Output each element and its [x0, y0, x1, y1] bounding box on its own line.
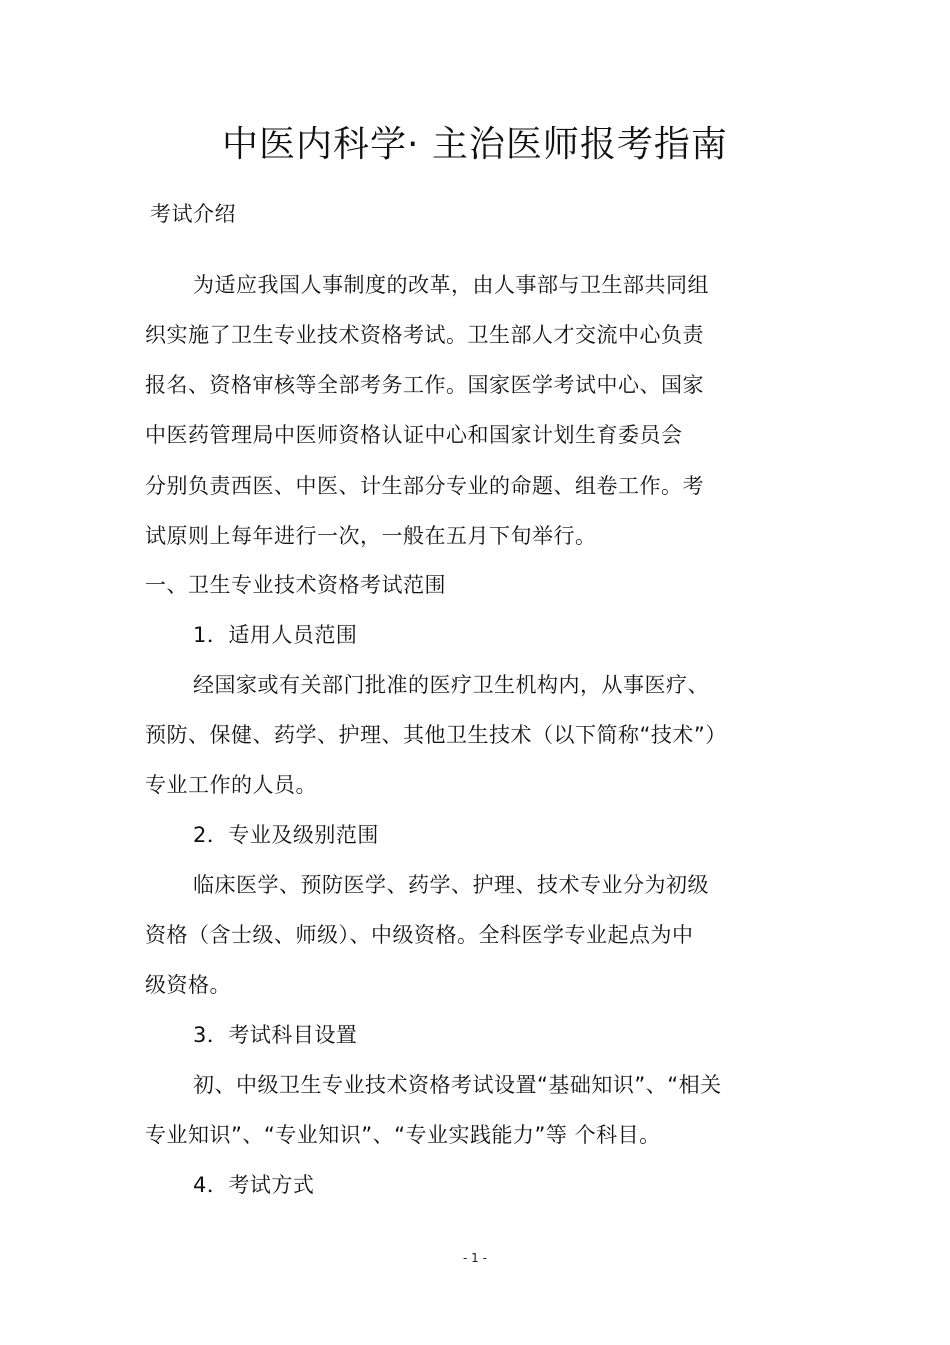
heading-1: 一、卫生专业技术资格考试范围	[145, 573, 446, 597]
page-number: - 1 -	[463, 1251, 487, 1265]
paragraph-3-line-1: 临床医学、预防医学、药学、护理、技术专业分为初级	[193, 873, 709, 897]
paragraph-1-line-6: 试原则上每年进行一次，一般在五月下旬举行。	[145, 524, 597, 548]
subsection-3-heading: 3．考试科目设置	[193, 1023, 358, 1047]
section-intro-heading: 考试介绍	[150, 202, 236, 226]
paragraph-2-line-3: 专业工作的人员。	[145, 773, 317, 797]
paragraph-1-line-3: 报名、资格审核等全部考务工作。国家医学考试中心、国家	[145, 373, 704, 397]
subsection-1-heading: 1．适用人员范围	[193, 623, 358, 647]
document-title: 中医内科学· 主治医师报考指南	[222, 124, 728, 165]
paragraph-2-line-1: 经国家或有关部门批准的医疗卫生机构内，从事医疗、	[193, 673, 709, 697]
paragraph-2-line-2: 预防、保健、药学、护理、其他卫生技术（以下简称“技术”）	[145, 723, 727, 747]
paragraph-3-line-2: 资格（含士级、师级）、中级资格。全科医学专业起点为中	[145, 923, 694, 947]
subsection-2-heading: 2．专业及级别范围	[193, 823, 379, 847]
paragraph-1-line-1: 为适应我国人事制度的改革，由人事部与卫生部共同组	[193, 273, 709, 297]
paragraph-1-line-2: 织实施了卫生专业技术资格考试。卫生部人才交流中心负责	[145, 323, 704, 347]
paragraph-4-line-1: 初、中级卫生专业技术资格考试设置“基础知识”、“相关	[193, 1073, 722, 1097]
subsection-4-heading: 4．考试方式	[193, 1173, 315, 1197]
paragraph-1-line-4: 中医药管理局中医师资格认证中心和国家计划生育委员会	[145, 423, 683, 447]
paragraph-3-line-3: 级资格。	[145, 973, 231, 997]
paragraph-1-line-5: 分别负责西医、中医、计生部分专业的命题、组卷工作。考	[145, 474, 704, 498]
paragraph-4-line-2: 专业知识”、“专业知识”、“专业实践能力”等 个科目。	[145, 1123, 661, 1147]
